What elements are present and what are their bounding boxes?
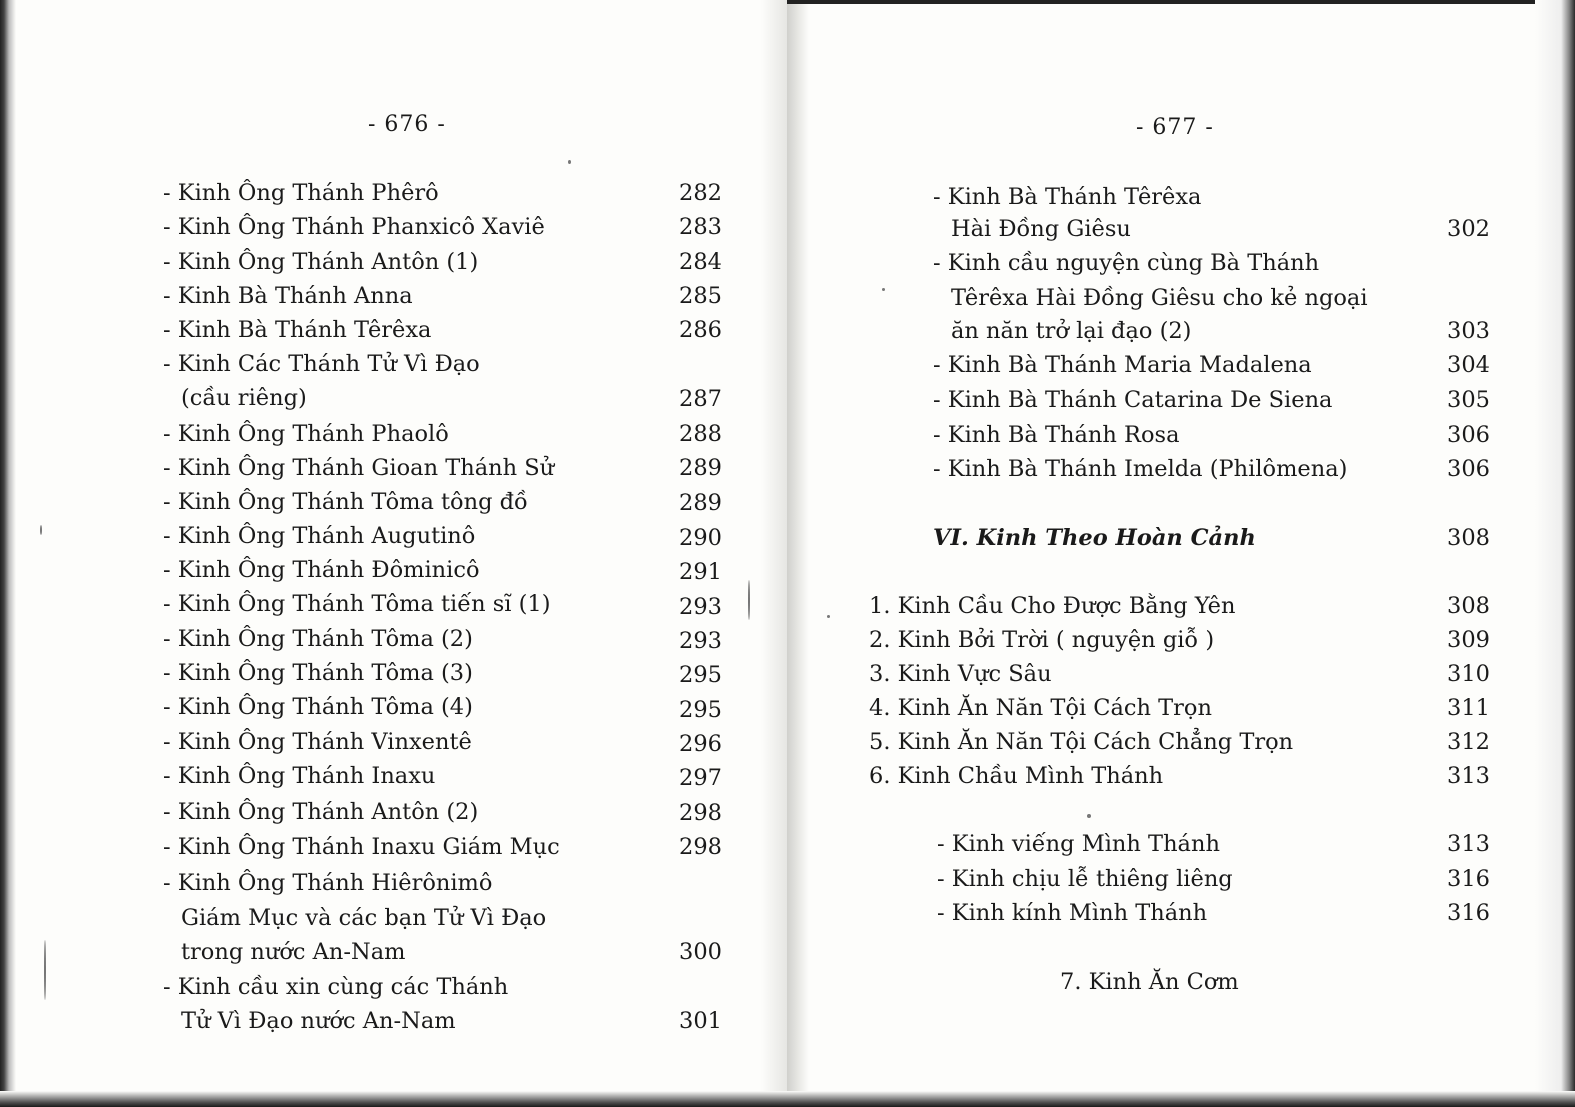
toc-entry: - Kinh Ông Thánh Phaolô — [163, 421, 449, 447]
section-heading: VI. Kinh Theo Hoàn Cảnh — [933, 525, 1256, 551]
toc-entry-continued: ăn năn trở lại đạo (2) — [951, 318, 1192, 344]
top-edge-right — [787, 0, 1575, 4]
toc-entry-continued: Hài Đồng Giêsu — [951, 216, 1131, 242]
toc-page: 293 — [679, 594, 722, 620]
scan-speck — [40, 525, 42, 535]
right-page — [787, 0, 1575, 1107]
toc-entry-continued: Tử Vì Đạo nước An-Nam — [181, 1008, 456, 1034]
toc-entry-continued: Têrêxa Hài Đồng Giêsu cho kẻ ngoại — [951, 285, 1368, 311]
toc-page: 306 — [1447, 456, 1490, 482]
numbered-entry: 3. Kinh Vực Sâu — [869, 661, 1052, 687]
toc-page: 313 — [1447, 763, 1490, 789]
toc-page: 310 — [1447, 661, 1490, 687]
toc-entry: - Kinh Ông Thánh Phêrô — [163, 180, 439, 206]
toc-entry: - Kinh Ông Thánh Đôminicô — [163, 557, 480, 583]
toc-page: 282 — [679, 180, 722, 206]
toc-entry: - Kinh Bà Thánh Imelda (Philômena) — [933, 456, 1348, 482]
numbered-entry: 2. Kinh Bởi Trời ( nguyện giỗ ) — [869, 627, 1215, 653]
scan-speck — [1087, 814, 1091, 818]
scan-speck — [748, 580, 750, 620]
toc-entry: - Kinh Ông Thánh Tôma tông đồ — [163, 489, 528, 515]
toc-page: 286 — [679, 317, 722, 343]
toc-entry-continued: trong nước An-Nam — [181, 939, 406, 965]
toc-page: 295 — [679, 662, 722, 688]
toc-entry: - Kinh Các Thánh Tử Vì Đạo — [163, 351, 480, 377]
gutter-shadow — [761, 0, 787, 1107]
toc-page: 290 — [679, 525, 722, 551]
toc-page: 316 — [1447, 900, 1490, 926]
sub-entry: - Kinh chịu lễ thiêng liêng — [937, 866, 1233, 892]
last-item: 7. Kinh Ăn Cơm — [1060, 969, 1239, 995]
toc-page: 311 — [1447, 695, 1490, 721]
toc-page: 295 — [679, 697, 722, 723]
toc-entry: - Kinh Ông Thánh Tôma (2) — [163, 626, 473, 652]
toc-entry: - Kinh Bà Thánh Maria Madalena — [933, 352, 1312, 378]
numbered-entry: 4. Kinh Ăn Năn Tội Cách Trọn — [869, 695, 1212, 721]
toc-page: 298 — [679, 800, 722, 826]
toc-entry: - Kinh Ông Thánh Antôn (1) — [163, 249, 479, 275]
toc-page: 283 — [679, 214, 722, 240]
toc-page: 313 — [1447, 831, 1490, 857]
bottom-edge-left — [0, 1091, 787, 1107]
numbered-entry: 5. Kinh Ăn Năn Tội Cách Chẳng Trọn — [869, 729, 1294, 755]
sub-entry: - Kinh viếng Mình Thánh — [937, 831, 1220, 857]
page-number-right: - 677 - — [1136, 115, 1214, 140]
left-page — [0, 0, 787, 1107]
toc-entry: - Kinh Ông Thánh Inaxu — [163, 763, 436, 789]
toc-page: 289 — [679, 455, 722, 481]
toc-page: 284 — [679, 249, 722, 275]
toc-entry: - Kinh Ông Thánh Inaxu Giám Mục — [163, 834, 560, 860]
sub-entry: - Kinh kính Mình Thánh — [937, 900, 1208, 926]
toc-entry: - Kinh Ông Thánh Tôma tiến sĩ (1) — [163, 591, 551, 617]
toc-page: 302 — [1447, 216, 1490, 242]
scan-speck — [568, 160, 571, 164]
toc-page: 287 — [679, 386, 722, 412]
toc-page: 291 — [679, 559, 722, 585]
toc-page: 305 — [1447, 387, 1490, 413]
toc-page: 300 — [679, 939, 722, 965]
toc-entry: - Kinh Ông Thánh Phanxicô Xaviê — [163, 214, 545, 240]
toc-page: 308 — [1447, 593, 1490, 619]
scan-speck — [827, 615, 830, 618]
toc-page: 309 — [1447, 627, 1490, 653]
toc-entry: - Kinh Ông Thánh Tôma (4) — [163, 694, 473, 720]
toc-page: 298 — [679, 834, 722, 860]
toc-entry: - Kinh Ông Thánh Gioan Thánh Sử — [163, 455, 555, 481]
page-number-left: - 676 - — [368, 112, 446, 137]
toc-entry: - Kinh Bà Thánh Rosa — [933, 422, 1180, 448]
toc-entry-continued: Giám Mục và các bạn Tử Vì Đạo — [181, 905, 547, 931]
numbered-entry: 1. Kinh Cầu Cho Được Bằng Yên — [869, 593, 1236, 619]
toc-page: 306 — [1447, 422, 1490, 448]
toc-page: 285 — [679, 283, 722, 309]
toc-page: 312 — [1447, 729, 1490, 755]
toc-page: 308 — [1447, 525, 1490, 551]
scan-speck — [44, 940, 46, 1000]
toc-entry: - Kinh Ông Thánh Augutinô — [163, 523, 476, 549]
toc-entry: - Kinh Ông Thánh Tôma (3) — [163, 660, 473, 686]
toc-page: 296 — [679, 731, 722, 757]
toc-page: 289 — [679, 490, 722, 516]
toc-page: 316 — [1447, 866, 1490, 892]
gutter-shadow — [787, 0, 809, 1107]
toc-entry: - Kinh Ông Thánh Vinxentê — [163, 729, 472, 755]
toc-entry: - Kinh Bà Thánh Anna — [163, 283, 413, 309]
toc-entry: - Kinh cầu nguyện cùng Bà Thánh — [933, 250, 1320, 276]
toc-entry: - Kinh Bà Thánh Catarina De Siena — [933, 387, 1333, 413]
toc-page: 293 — [679, 628, 722, 654]
left-page-edge — [0, 0, 16, 1107]
toc-entry-continued: (cầu riêng) — [181, 385, 307, 411]
toc-page: 301 — [679, 1008, 722, 1034]
toc-entry: - Kinh Ông Thánh Hiêrônimô — [163, 870, 493, 896]
numbered-entry: 6. Kinh Chầu Mình Thánh — [869, 763, 1164, 789]
right-page-edge — [1535, 0, 1575, 1107]
toc-page: 288 — [679, 421, 722, 447]
scan-speck — [882, 288, 885, 291]
toc-page: 297 — [679, 765, 722, 791]
toc-page: 304 — [1447, 352, 1490, 378]
toc-entry: - Kinh Bà Thánh Têrêxa — [933, 184, 1202, 210]
bottom-edge-right — [787, 1091, 1575, 1107]
toc-entry: - Kinh cầu xin cùng các Thánh — [163, 974, 509, 1000]
toc-entry: - Kinh Bà Thánh Têrêxa — [163, 317, 432, 343]
toc-entry: - Kinh Ông Thánh Antôn (2) — [163, 799, 479, 825]
toc-page: 303 — [1447, 318, 1490, 344]
